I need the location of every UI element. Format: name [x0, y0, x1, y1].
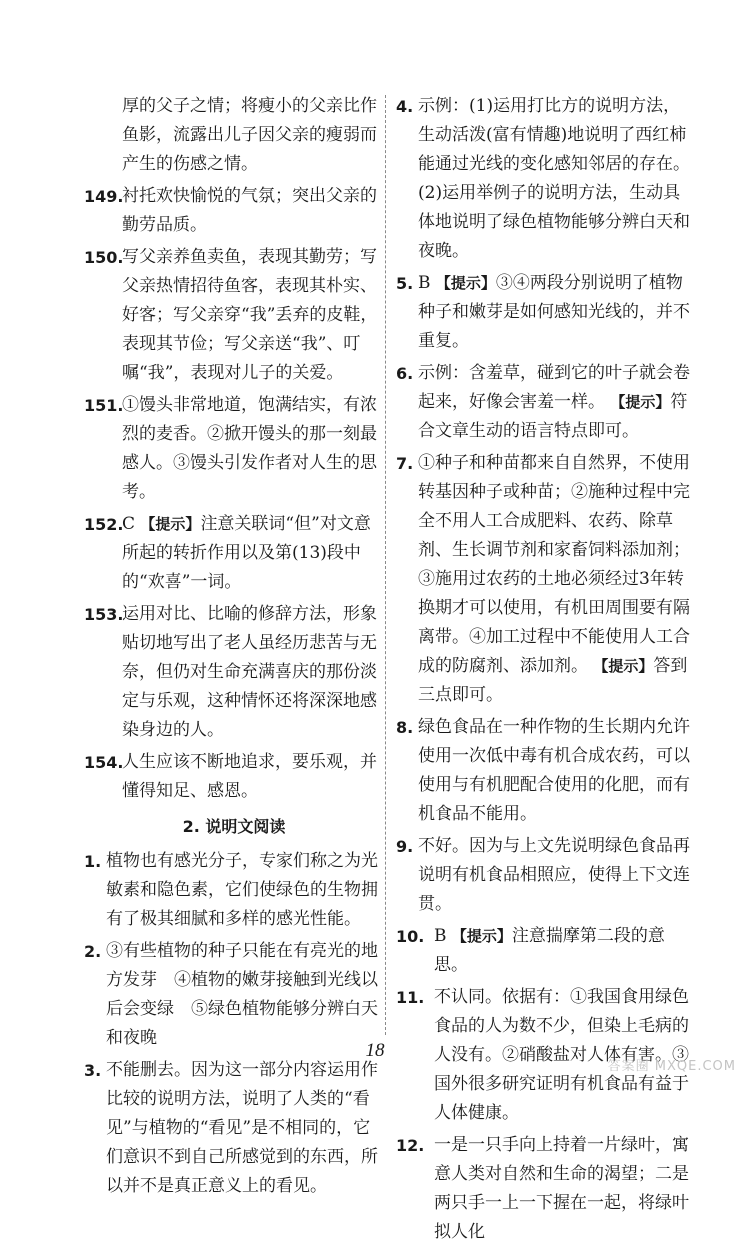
expository-answer-3 [84, 1056, 384, 1201]
answer-number: 4. [396, 97, 414, 116]
expository-answer-10 [396, 922, 692, 980]
page-number: 18 [365, 1040, 385, 1061]
answer-number: 151. [84, 396, 124, 415]
expository-answer-9 [396, 832, 692, 919]
answer-text: 注意揣摩第二段的意思。 [434, 926, 665, 975]
watermark: 答案圈 MXQE.COM [607, 1059, 736, 1074]
answer-text: ③④两段分别说明了植物种子和嫩芽是如何感知光线的，并不重复。 [418, 273, 690, 351]
answer-text: 植物也有感光分子，专家们称之为光敏素和隐色素，它们使绿色的生物拥有了极其细腻和多样的感光性能。 [106, 851, 378, 929]
hint-label: 【提示】 [451, 927, 512, 945]
answer-number: 10. [396, 927, 425, 946]
answer-text: 不好。因为与上文先说明绿色食品再说明有机食品相照应，使得上下文连贯。 [418, 836, 690, 914]
hint-label: 【提示】 [610, 393, 671, 411]
expository-answer-5 [396, 269, 692, 356]
hint-label: 【提示】 [435, 274, 496, 292]
answer-153 [84, 600, 384, 745]
answer-text: 绿色食品在一种作物的生长期内允许使用一次低中毒有机合成农药，可以使用与有机肥配合使用的化肥，而有机食品不能用。 [418, 717, 690, 824]
answer-number: 6. [396, 364, 414, 383]
answer-text: ①馒头非常地道，饱满结实，有浓烈的麦香。②掀开馒头的那一刻最感人。③馒头引发作者对人生的思考。 [122, 395, 377, 502]
answer-151 [84, 391, 384, 507]
expository-answer-6 [396, 359, 692, 446]
answer-150 [84, 243, 384, 388]
answer-text: 注意关联词“但”对文意所起的转折作用以及第(13)段中的“欢喜”一词。 [122, 514, 371, 592]
expository-answer-2 [84, 937, 384, 1053]
answer-number: 5. [396, 274, 414, 293]
expository-answer-8 [396, 713, 692, 829]
right-column [396, 92, 692, 1250]
answer-text: 不能删去。因为这一部分内容运用作比较的说明方法，说明了人类的“看见”与植物的“看见”是不相同的，它们意识不到自己所感觉到的东西，所以并不是真正意义上的看见。 [106, 1060, 378, 1196]
answer-152 [84, 510, 384, 597]
hint-label: 【提示】 [593, 657, 654, 675]
answer-number: 150. [84, 248, 124, 267]
answer-number: 2. [84, 942, 102, 961]
expository-answer-12 [396, 1131, 692, 1247]
section-title: 2. 说明文阅读 [182, 817, 286, 836]
answer-text: ①种子和种苗都来自自然界，不使用转基因种子或种苗；②施种过程中完全不用人工合成肥料、农药、除草剂、生长调节剂和家畜饲料添加剂；③施用过农药的土地必须经过3年转换期才可以使用，有机田周围要有隔离带。④加工过程中不能使用人工合成的防腐剂、添加剂。 [418, 453, 690, 676]
answer-number: 9. [396, 837, 414, 856]
answer-text: 运用对比、比喻的修辞方法，形象贴切地写出了老人虽经历悲苦与无奈，但仍对生命充满喜庆的那份淡定与乐观，这种情怀还将深深地感染身边的人。 [122, 604, 377, 740]
left-column [84, 92, 384, 1204]
answer-text-part-2: (2)运用举例子的说明方法，生动具体地说明了绿色植物能够分辨白天和夜晚。 [418, 183, 690, 261]
answer-number: 154. [84, 753, 124, 772]
answer-148-continued [84, 92, 384, 179]
answer-number: 152. [84, 515, 124, 534]
answer-choice: C [122, 514, 136, 534]
answer-choice: B [418, 273, 431, 293]
answer-number: 12. [396, 1136, 425, 1155]
answer-number: 7. [396, 454, 414, 473]
answer-number: 11. [396, 988, 425, 1007]
answer-text: 示例：(1)运用打比方的说明方法，生动活泼(富有情趣)地说明了西红柿能通过光线的变化感知邻居的存在。 [418, 96, 690, 174]
answer-text: 厚的父子之情；将瘦小的父亲比作鱼影，流露出儿子因父亲的瘦弱而产生的伤感之情。 [122, 96, 377, 174]
column-divider [385, 95, 386, 1035]
answer-text: 示例：含羞草，碰到它的叶子就会卷起来，好像会害羞一样。 [418, 363, 690, 412]
answer-number: 153. [84, 605, 124, 624]
answer-text: 衬托欢快愉悦的气氛；突出父亲的勤劳品质。 [122, 186, 377, 235]
answer-text: 一是一只手向上持着一片绿叶，寓意人类对自然和生命的渴望；二是两只手一上一下握在一起，将绿叶拟人化 [434, 1135, 689, 1242]
hint-text: 答到三点即可。 [418, 656, 688, 705]
answer-number: 3. [84, 1061, 102, 1080]
answer-text: 写父亲养鱼卖鱼，表现其勤劳；写父亲热情招待鱼客，表现其朴实、好客；写父亲穿“我”丢弃的皮鞋，表现其节俭；写父亲送“我”、叮嘱“我”，表现对儿子的关爱。 [122, 247, 378, 383]
answer-number: 149. [84, 187, 124, 206]
hint-text: 符合文章生动的语言特点即可。 [418, 392, 688, 441]
answer-choice: B [434, 926, 447, 946]
expository-answer-4 [396, 92, 692, 266]
hint-label: 【提示】 [140, 515, 201, 533]
answer-154 [84, 748, 384, 806]
answer-text: 人生应该不断地追求，要乐观，并懂得知足、感恩。 [122, 752, 377, 801]
expository-answer-1 [84, 847, 384, 934]
answer-number: 8. [396, 718, 414, 737]
answer-text: 不认同。依据有：①我国食用绿色食品的人为数不少，但染上毛病的人没有。②硝酸盐对人体有害。③国外很多研究证明有机食品有益于人体健康。 [434, 987, 689, 1123]
answer-number: 1. [84, 852, 102, 871]
answer-149 [84, 182, 384, 240]
expository-answer-7 [396, 449, 692, 710]
answer-text: ③有些植物的种子只能在有亮光的地方发芽 ④植物的嫩芽接触到光线以后会变绿 ⑤绿色植物能够分辨白天和夜晚 [106, 941, 378, 1048]
